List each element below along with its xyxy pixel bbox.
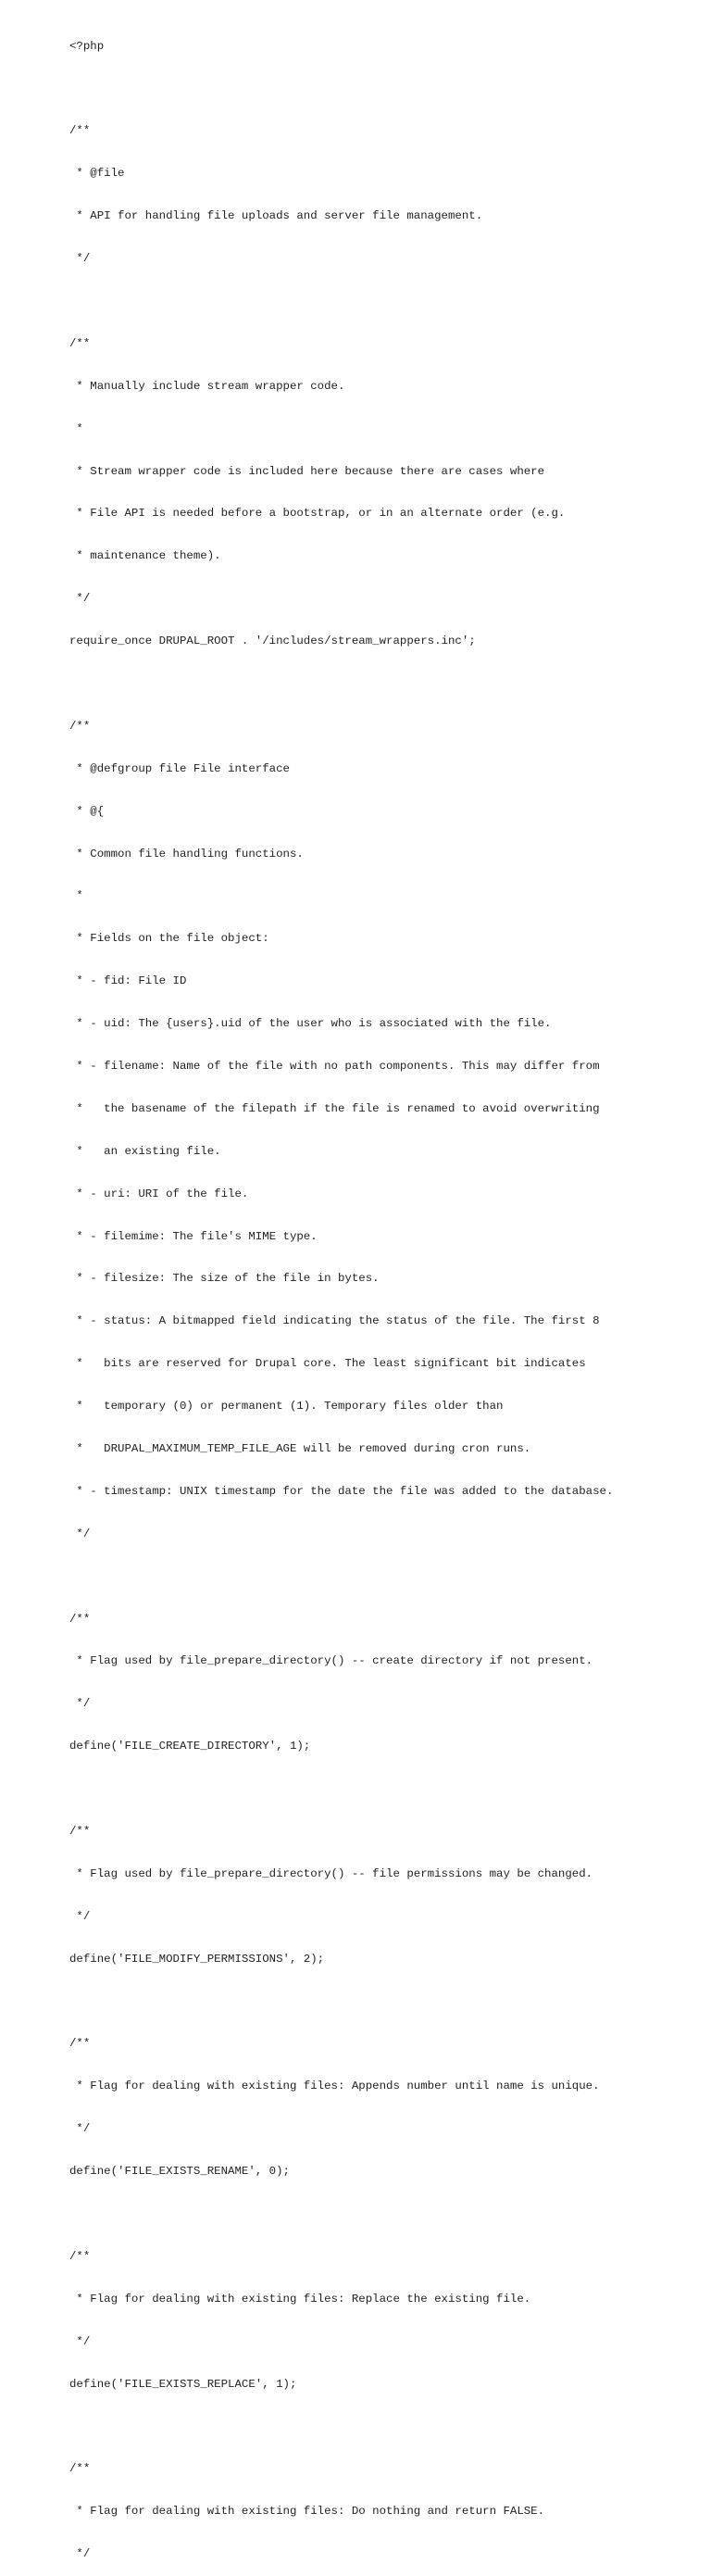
code-line: */ [69,1909,91,1923]
code-line: /** [69,719,91,733]
code-line: * an existing file. [69,1144,221,1158]
code-line: /** [69,124,91,138]
code-line: * Flag for dealing with existing files: Appends number until name is unique. [69,2080,600,2093]
code-line: require_once DRUPAL_ROOT . '/includes/stream_wrappers.inc'; [69,635,476,648]
code-line [69,677,699,691]
code-line: * - fid: File ID [69,974,187,988]
code-line [69,295,699,308]
code-line: * Stream wrapper code is included here because there are cases where [69,464,545,478]
code-line: * Manually include stream wrapper code. [69,379,345,393]
code-line: * - timestamp: UNIX timestamp for the date the file was added to the database. [69,1484,614,1498]
code-line: */ [69,2122,91,2136]
code-line: * Flag used by file_prepare_directory() -- file permissions may be changed. [69,1866,593,1880]
code-line: */ [69,1527,91,1540]
code-line: /** [69,1825,91,1838]
code-line: * - filename: Name of the file with no path components. This may differ from [69,1059,600,1073]
code-line: * Common file handling functions. [69,847,304,861]
code-document [69,11,699,2576]
code-line: * - filesize: The size of the file in bytes. [69,1272,380,1286]
code-line: * - filemime: The file's MIME type. [69,1229,318,1243]
code-line: * [69,421,83,435]
code-line [69,1782,699,1796]
code-line: */ [69,592,91,606]
code-line: * File API is needed before a bootstrap, or in an alternate order (e.g. [69,507,566,521]
code-line [69,1995,699,2009]
code-line: * - status: A bitmapped field indicating the status of the file. The first 8 [69,1314,600,1328]
code-line: * Flag for dealing with existing files: Do nothing and return FALSE. [69,2505,545,2519]
code-line: * bits are reserved for Drupal core. The least significant bit indicates [69,1357,586,1371]
code-line: * @file [69,167,125,181]
code-line [69,82,699,95]
code-line: define('FILE_MODIFY_PERMISSIONS', 2); [69,1952,325,1966]
code-line: * the basename of the filepath if the file is renamed to avoid overwriting [69,1101,600,1115]
code-line: * DRUPAL_MAXIMUM_TEMP_FILE_AGE will be removed during cron runs. [69,1441,531,1455]
code-line: * @defgroup file File interface [69,761,290,775]
code-line: define('FILE_EXISTS_RENAME', 0); [69,2165,290,2179]
code-line: define('FILE_CREATE_DIRECTORY', 1); [69,1740,311,1753]
code-line: * Flag used by file_prepare_directory() -- create directory if not present. [69,1654,593,1668]
code-line: */ [69,2547,91,2561]
code-line: <?php [69,39,105,53]
code-line: * Flag for dealing with existing files: Replace the existing file. [69,2292,531,2306]
code-line: */ [69,1697,91,1711]
code-line: /** [69,2462,91,2476]
code-line: * @{ [69,804,105,818]
code-line [69,2419,699,2433]
code-line: * API for handling file uploads and server file management. [69,209,483,223]
code-line [69,2207,699,2221]
code-line: /** [69,336,91,350]
code-line: * [69,889,83,903]
code-line: */ [69,2334,91,2348]
code-line [69,1570,699,1584]
code-line: /** [69,2249,91,2263]
code-line: * - uid: The {users}.uid of the user who is associated with the file. [69,1017,552,1031]
code-line: define('FILE_EXISTS_REPLACE', 1); [69,2377,297,2391]
code-line: * Fields on the file object: [69,932,269,946]
code-line: * maintenance theme). [69,549,221,563]
code-line: /** [69,1612,91,1626]
code-line: * - uri: URI of the file. [69,1187,249,1200]
code-line: /** [69,2037,91,2051]
code-line: */ [69,252,91,266]
code-line: * temporary (0) or permanent (1). Temporary files older than [69,1400,504,1414]
